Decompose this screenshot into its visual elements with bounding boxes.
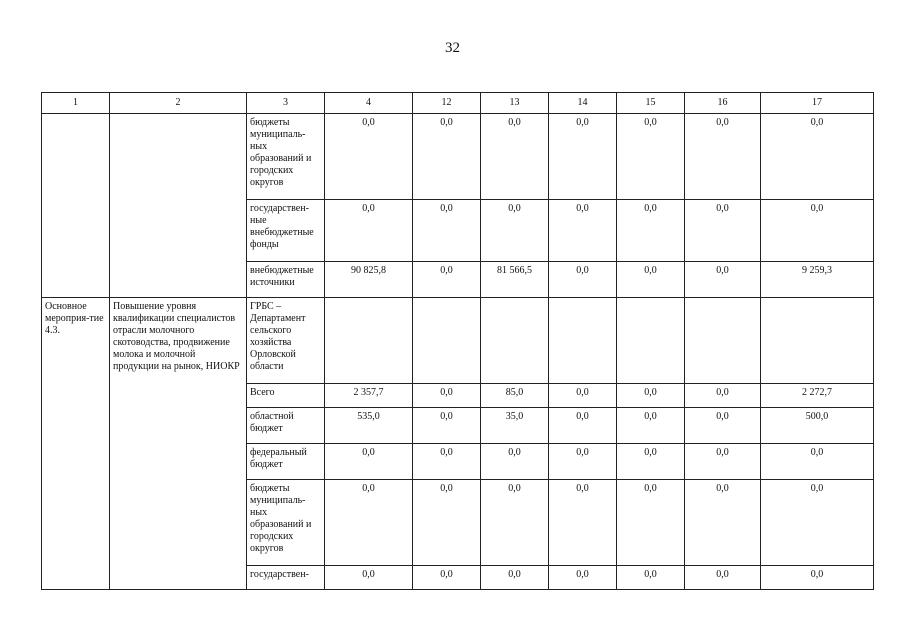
page-number: 32 bbox=[445, 40, 460, 56]
value-cell: 0,0 bbox=[617, 200, 685, 262]
value-cell: 0,0 bbox=[549, 408, 617, 444]
value-cell: 2 357,7 bbox=[325, 384, 413, 408]
description-cell: Повышение уровня квалификации специалистов отрасли молочного скотоводства, продвижение молока и молочной продукции на рынок, НИОКР bbox=[110, 298, 247, 590]
source-cell: областной бюджет bbox=[247, 408, 325, 444]
value-cell: 35,0 bbox=[481, 408, 549, 444]
value-cell: 0,0 bbox=[617, 444, 685, 480]
value-cell: 0,0 bbox=[761, 114, 874, 200]
column-header: 2 bbox=[110, 93, 247, 114]
value-cell: 0,0 bbox=[325, 444, 413, 480]
value-cell: 0,0 bbox=[481, 200, 549, 262]
table-row bbox=[42, 298, 874, 384]
source-cell: государствен-ные внебюджетные фонды bbox=[247, 200, 325, 262]
value-cell: 0,0 bbox=[617, 566, 685, 590]
value-cell: 0,0 bbox=[413, 114, 481, 200]
value-cell bbox=[685, 298, 761, 384]
value-cell: 0,0 bbox=[685, 566, 761, 590]
value-cell: 0,0 bbox=[549, 200, 617, 262]
value-cell bbox=[481, 298, 549, 384]
value-cell: 0,0 bbox=[685, 114, 761, 200]
value-cell: 0,0 bbox=[549, 262, 617, 298]
measure-cell bbox=[42, 114, 110, 298]
value-cell: 0,0 bbox=[481, 444, 549, 480]
value-cell: 0,0 bbox=[617, 114, 685, 200]
value-cell: 500,0 bbox=[761, 408, 874, 444]
column-header: 16 bbox=[685, 93, 761, 114]
value-cell: 0,0 bbox=[549, 114, 617, 200]
value-cell bbox=[325, 298, 413, 384]
source-cell: федеральный бюджет bbox=[247, 444, 325, 480]
value-cell: 0,0 bbox=[413, 200, 481, 262]
value-cell: 0,0 bbox=[325, 566, 413, 590]
value-cell bbox=[413, 298, 481, 384]
value-cell: 0,0 bbox=[685, 444, 761, 480]
source-cell: ГРБС – Департамент сельского хозяйства Орловской области bbox=[247, 298, 325, 384]
value-cell: 0,0 bbox=[413, 444, 481, 480]
budget-table bbox=[41, 92, 874, 590]
column-header: 3 bbox=[247, 93, 325, 114]
value-cell: 0,0 bbox=[481, 480, 549, 566]
value-cell: 0,0 bbox=[325, 480, 413, 566]
value-cell: 0,0 bbox=[549, 444, 617, 480]
value-cell: 0,0 bbox=[413, 480, 481, 566]
value-cell: 0,0 bbox=[685, 480, 761, 566]
source-cell: бюджеты муниципаль-ных образований и городских округов bbox=[247, 114, 325, 200]
value-cell: 0,0 bbox=[685, 384, 761, 408]
value-cell: 0,0 bbox=[549, 384, 617, 408]
value-cell: 0,0 bbox=[685, 408, 761, 444]
value-cell: 0,0 bbox=[761, 444, 874, 480]
column-header: 1 bbox=[42, 93, 110, 114]
value-cell: 0,0 bbox=[617, 408, 685, 444]
source-cell: бюджеты муниципаль-ных образований и городских округов bbox=[247, 480, 325, 566]
value-cell: 2 272,7 bbox=[761, 384, 874, 408]
column-header: 12 bbox=[413, 93, 481, 114]
column-header: 17 bbox=[761, 93, 874, 114]
value-cell: 0,0 bbox=[413, 408, 481, 444]
value-cell: 0,0 bbox=[325, 114, 413, 200]
source-cell: Всего bbox=[247, 384, 325, 408]
column-header: 14 bbox=[549, 93, 617, 114]
measure-cell: Основное мероприя-тие 4.3. bbox=[42, 298, 110, 590]
value-cell: 0,0 bbox=[761, 480, 874, 566]
value-cell: 0,0 bbox=[549, 480, 617, 566]
value-cell: 85,0 bbox=[481, 384, 549, 408]
value-cell bbox=[549, 298, 617, 384]
value-cell: 0,0 bbox=[413, 384, 481, 408]
column-header: 15 bbox=[617, 93, 685, 114]
value-cell: 0,0 bbox=[413, 262, 481, 298]
table-row bbox=[42, 114, 874, 200]
value-cell: 0,0 bbox=[761, 566, 874, 590]
value-cell: 0,0 bbox=[617, 384, 685, 408]
value-cell: 0,0 bbox=[617, 262, 685, 298]
value-cell: 0,0 bbox=[325, 200, 413, 262]
value-cell: 9 259,3 bbox=[761, 262, 874, 298]
value-cell: 0,0 bbox=[761, 200, 874, 262]
value-cell: 0,0 bbox=[413, 566, 481, 590]
value-cell bbox=[761, 298, 874, 384]
value-cell: 0,0 bbox=[617, 480, 685, 566]
description-cell bbox=[110, 114, 247, 298]
column-header: 4 bbox=[325, 93, 413, 114]
value-cell: 0,0 bbox=[481, 114, 549, 200]
source-cell: внебюджетные источники bbox=[247, 262, 325, 298]
value-cell bbox=[617, 298, 685, 384]
value-cell: 90 825,8 bbox=[325, 262, 413, 298]
source-cell: государствен- bbox=[247, 566, 325, 590]
value-cell: 0,0 bbox=[685, 262, 761, 298]
value-cell: 535,0 bbox=[325, 408, 413, 444]
value-cell: 0,0 bbox=[549, 566, 617, 590]
column-number-row bbox=[42, 93, 874, 114]
value-cell: 0,0 bbox=[481, 566, 549, 590]
value-cell: 0,0 bbox=[685, 200, 761, 262]
value-cell: 81 566,5 bbox=[481, 262, 549, 298]
column-header: 13 bbox=[481, 93, 549, 114]
